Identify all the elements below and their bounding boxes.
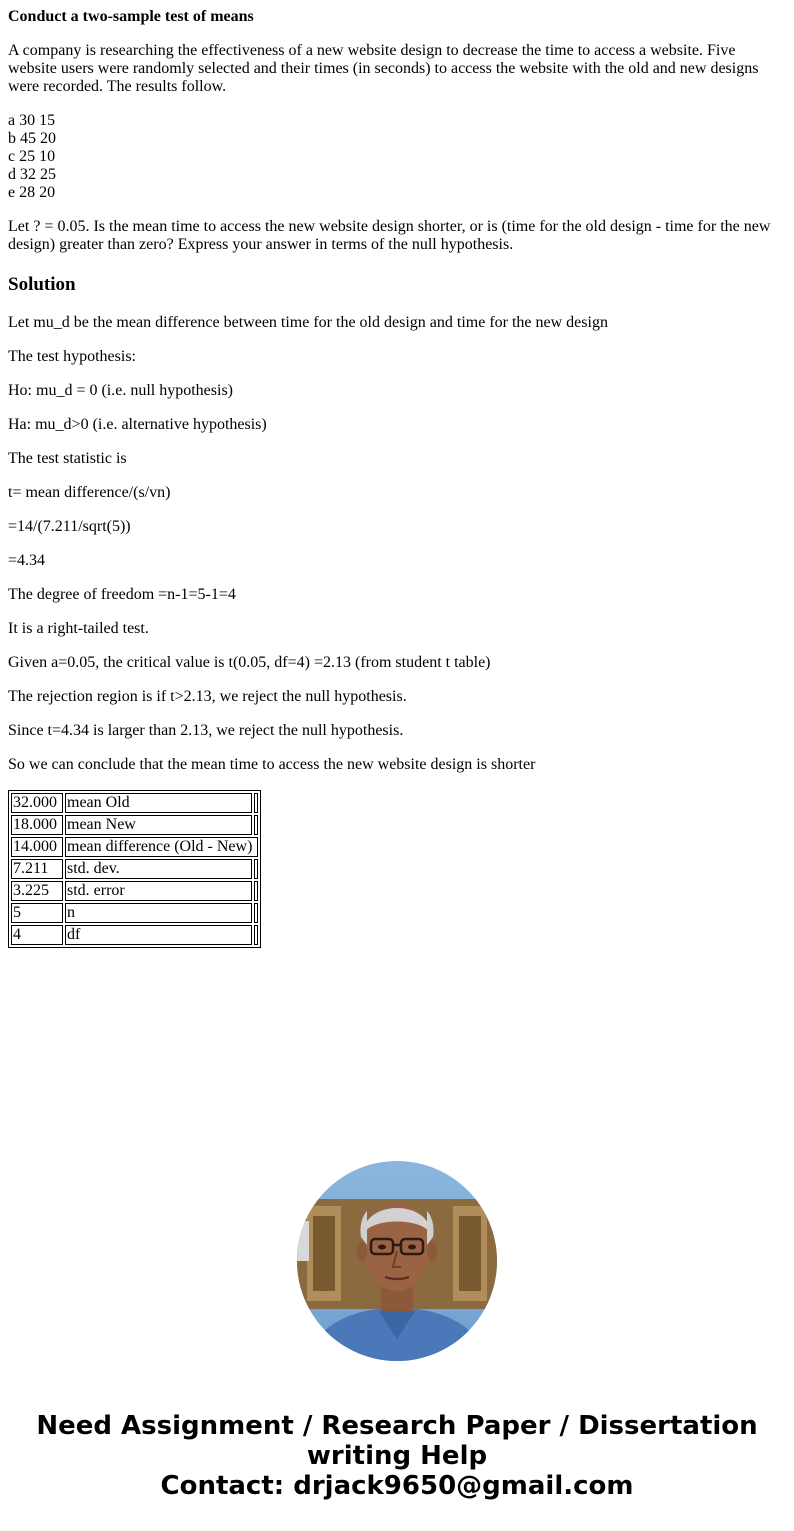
stat-value: 14.000: [11, 837, 63, 857]
stat-label: n: [65, 903, 252, 923]
data-row: a 30 15: [8, 112, 56, 129]
stats-table: [8, 790, 261, 948]
stat-label: df: [65, 925, 252, 945]
stat-label: mean New: [65, 815, 252, 835]
table-row: [11, 881, 258, 901]
table-row: [11, 859, 258, 879]
empty-cell: [254, 881, 258, 901]
document-body: [0, 8, 794, 948]
footer-contact: Contact: drjack9650@gmail.com: [160, 1471, 634, 1501]
data-row: e 28 20: [8, 184, 56, 201]
data-block: [8, 112, 786, 202]
stat-value: 5: [11, 903, 63, 923]
empty-cell: [254, 925, 258, 945]
solution-line: =14/(7.211/sqrt(5)): [8, 518, 131, 535]
table-row: [11, 815, 258, 835]
stat-value: 7.211: [11, 859, 63, 879]
stat-value: 4: [11, 925, 63, 945]
solution-line: Ho: mu_d = 0 (i.e. null hypothesis): [8, 382, 234, 399]
stat-value: 3.225: [11, 881, 63, 901]
solution-line: Let mu_d be the mean difference between time for the old design and time for the new design: [8, 314, 608, 331]
solution-line: The degree of freedom =n-1=5-1=4: [8, 586, 236, 603]
stat-label: mean difference (Old - New): [65, 837, 258, 857]
solution-line: The test statistic is: [8, 450, 127, 467]
stat-label: mean Old: [65, 793, 252, 813]
footer-banner: [0, 1411, 794, 1501]
stat-value: 32.000: [11, 793, 63, 813]
solution-line: The rejection region is if t>2.13, we reject the null hypothesis.: [8, 688, 407, 705]
solution-heading: Solution: [8, 274, 76, 295]
stat-value: 18.000: [11, 815, 63, 835]
table-row: [11, 837, 258, 857]
table-row: [11, 925, 258, 945]
stat-label: std. dev.: [65, 859, 252, 879]
solution-line: Ha: mu_d>0 (i.e. alternative hypothesis): [8, 416, 267, 433]
solution-line: =4.34: [8, 552, 46, 569]
table-row: [11, 793, 258, 813]
empty-cell: [254, 859, 258, 879]
data-row: d 32 25: [8, 166, 56, 183]
empty-cell: [254, 815, 258, 835]
question-prompt: Let ? = 0.05. Is the mean time to access the new website design shorter, or is (time for the old design - time for the new design) greater than zero? Express your answer in terms of the null hypothesis.: [8, 218, 771, 253]
footer-line: writing Help: [306, 1441, 488, 1471]
data-row: c 25 10: [8, 148, 56, 165]
solution-line: The test hypothesis:: [8, 348, 136, 365]
empty-cell: [254, 793, 258, 813]
solution-line: It is a right-tailed test.: [8, 620, 149, 637]
question-title: Conduct a two-sample test of means: [8, 8, 254, 25]
solution-line: So we can conclude that the mean time to access the new website design is shorter: [8, 756, 536, 773]
solution-line: Given a=0.05, the critical value is t(0.05, df=4) =2.13 (from student t table): [8, 654, 491, 671]
author-avatar: [297, 1161, 497, 1361]
data-row: b 45 20: [8, 130, 56, 147]
stat-label: std. error: [65, 881, 252, 901]
solution-line: t= mean difference/(s/vn): [8, 484, 171, 501]
empty-cell: [254, 903, 258, 923]
table-row: [11, 903, 258, 923]
question-intro: A company is researching the effectiveness of a new website design to decrease the time to access a website. Five website users were randomly selected and their times (in seconds) to access the website with the old and new designs were recorded. The results follow.: [8, 42, 759, 95]
footer-line: Need Assignment / Research Paper / Dissertation: [36, 1411, 758, 1441]
avatar-portrait-image: [297, 1161, 497, 1361]
solution-line: Since t=4.34 is larger than 2.13, we reject the null hypothesis.: [8, 722, 404, 739]
